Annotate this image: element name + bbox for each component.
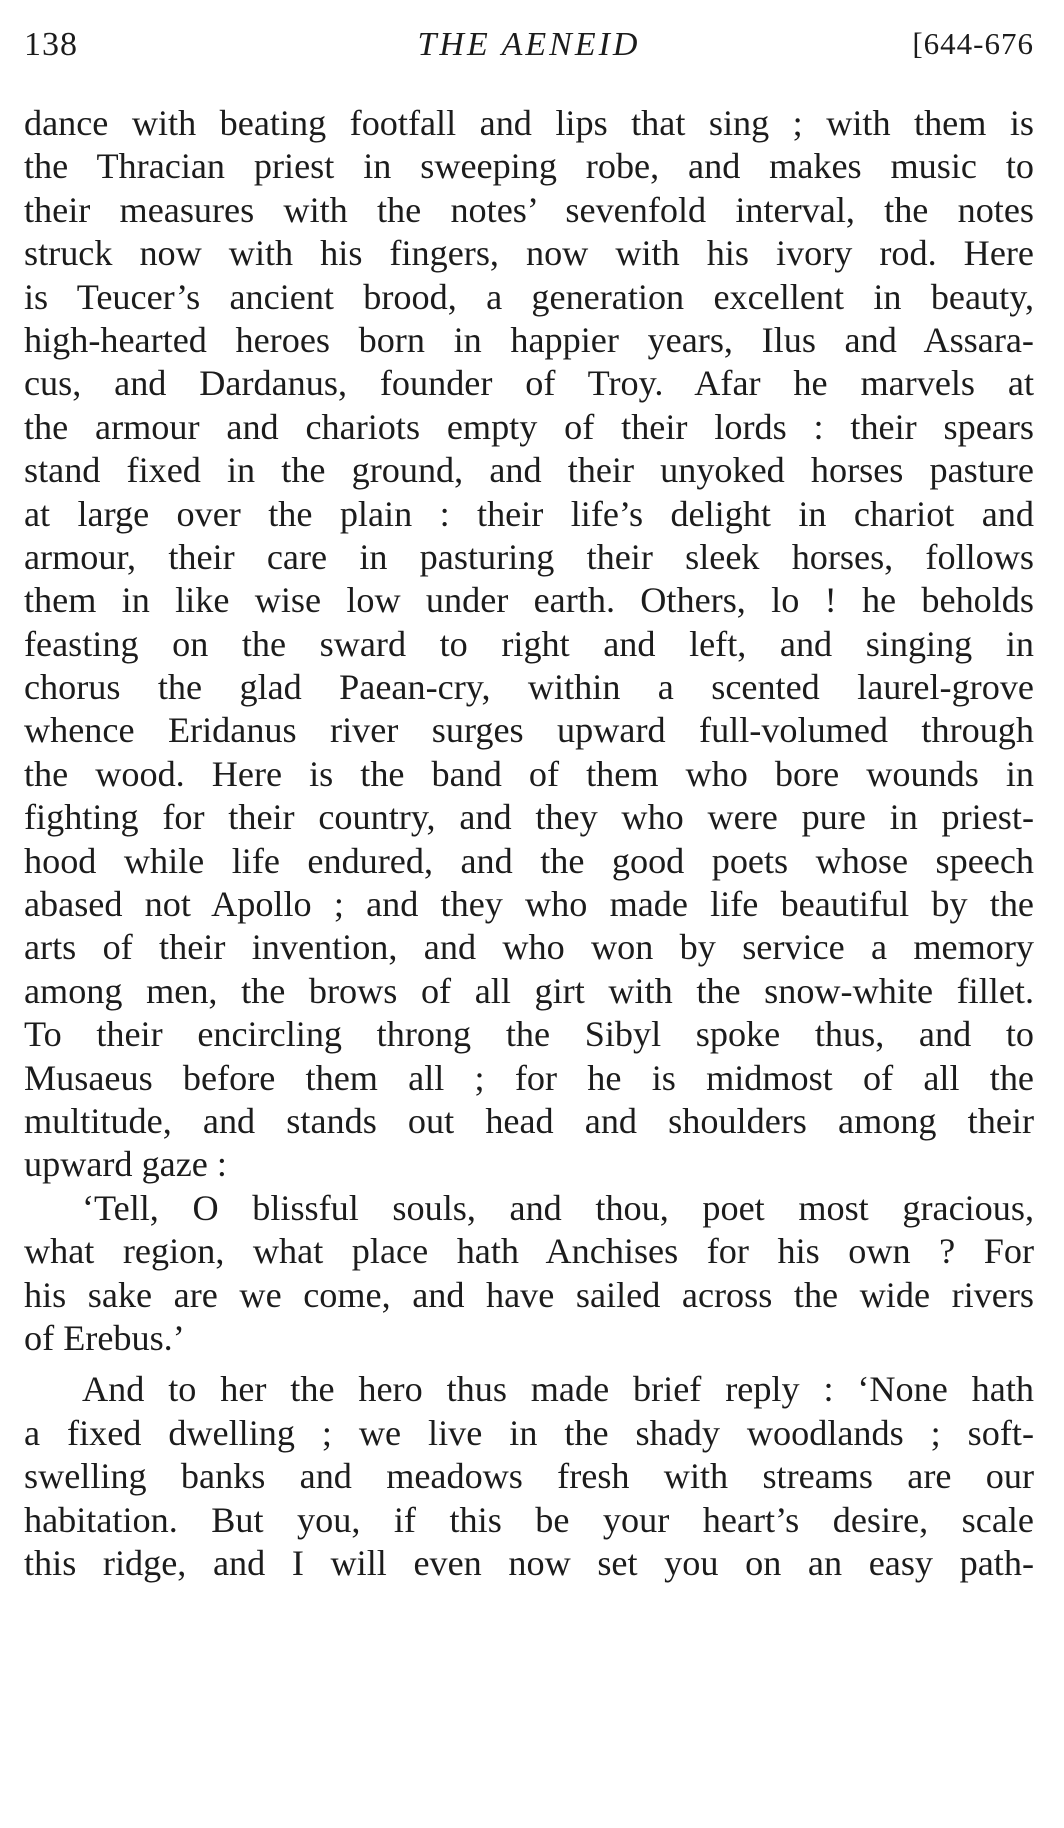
text-line: at large over the plain : their life’s delight in chariot and [24,493,1034,534]
text-line: upward gaze : [24,1144,227,1185]
text-line: multitude, and stands out head and shoulders among their [24,1100,1034,1141]
text-line: chorus the glad Paean-cry, within a scented laurel-grove [24,667,1034,708]
paragraph-2 [24,1187,1034,1361]
text-line: what region, what place hath Anchises for his own ? For [24,1231,1034,1272]
text-line: Musaeus before them all ; for he is midmost of all the [24,1057,1034,1098]
text-line: feasting on the sward to right and left, and singing in [24,623,1034,664]
text-line: swelling banks and meadows fresh with streams are our [24,1456,1034,1497]
text-line: stand fixed in the ground, and their unyoked horses pasture [24,450,1034,491]
text-line: this ridge, and I will even now set you on an easy path- [24,1542,1034,1583]
text-line: their measures with the notes’ sevenfold interval, the notes [24,189,1034,230]
text-line: is Teucer’s ancient brood, a generation excellent in beauty, [24,276,1034,317]
text-line: armour, their care in pasturing their sleek horses, follows [24,536,1034,577]
paragraph-3 [24,1368,1034,1585]
text-line: cus, and Dardanus, founder of Troy. Afar he marvels at [24,363,1034,404]
text-line: whence Eridanus river surges upward full-volumed through [24,710,1034,751]
text-line: high-hearted heroes born in happier years, Ilus and Assara- [24,319,1034,360]
text-line: abased not Apollo ; and they who made life beautiful by the [24,884,1034,925]
text-line: them in like wise low under earth. Others, lo ! he beholds [24,580,1034,621]
text-line: ‘Tell, O blissful souls, and thou, poet most gracious, [82,1187,1034,1228]
text-line: fighting for their country, and they who were pure in priest- [24,797,1034,838]
text-line: the Thracian priest in sweeping robe, and makes music to [24,146,1034,187]
paragraph-1 [24,102,1034,1187]
text-line: a fixed dwelling ; we live in the shady woodlands ; soft- [24,1412,1034,1453]
text-line: dance with beating footfall and lips that sing ; with them is [24,103,1034,143]
body-text [24,102,1034,1585]
text-line: And to her the hero thus made brief reply : ‘None hath [82,1369,1034,1410]
text-line: struck now with his fingers, now with his ivory rod. Here [24,233,1034,274]
text-line: arts of their invention, and who won by service a memory [24,927,1034,968]
text-line: hood while life endured, and the good poets whose speech [24,840,1034,881]
paragraph-gap [24,1360,1034,1368]
book-title: THE AENEID [417,26,641,63]
text-line: habitation. But you, if this be your heart’s desire, scale [24,1499,1034,1540]
running-head [24,26,1034,76]
text-line: among men, the brows of all girt with the snow-white fillet. [24,970,1034,1011]
text-line: of Erebus.’ [24,1317,185,1358]
text-line: the armour and chariots empty of their lords : their spears [24,406,1034,447]
page-number: 138 [24,26,78,63]
verse-line-range: [644-676 [912,26,1034,61]
text-line: the wood. Here is the band of them who bore wounds in [24,753,1034,794]
text-line: To their encircling throng the Sibyl spoke thus, and to [24,1014,1034,1055]
text-line: his sake are we come, and have sailed across the wide rivers [24,1274,1034,1315]
